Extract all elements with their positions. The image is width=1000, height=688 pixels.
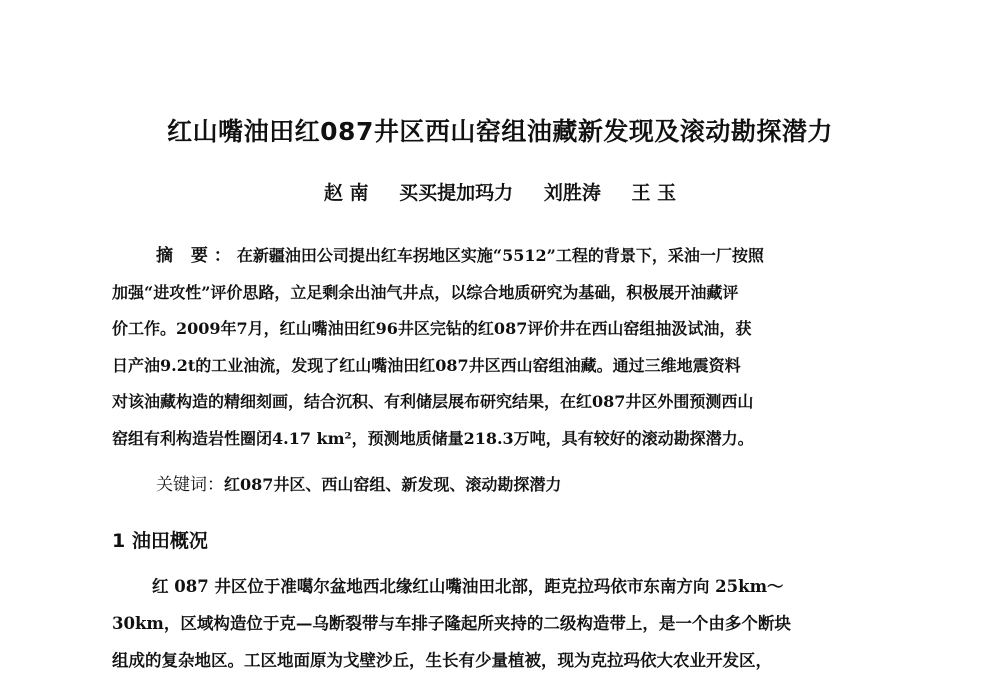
abstract-line <box>112 238 888 275</box>
abstract-line: 窑组有利构造岩性圈闭4.17 km²，预测地质储量218.3万吨，具有较好的滚动勘探潜力。 <box>112 428 754 448</box>
author-name: 买买提加玛力 <box>399 182 514 204</box>
abstract <box>112 238 888 457</box>
abstract-label: 摘 要： <box>156 246 237 266</box>
body-line: 红 087 井区位于准噶尔盆地西北缘红山嘴油田北部，距克拉玛依市东南方向 25km～ <box>152 577 784 596</box>
abstract-line: 价工作。2009年7月，红山嘴油田红96井区完钻的红087评价井在西山窑组抽汲试油，获 <box>112 319 752 338</box>
keywords-label: 关键词： <box>156 475 224 495</box>
abstract-line: 对该油藏构造的精细刻画，结合沉积、有利储层展布研究结果，在红087井区外围预测西山 <box>112 392 754 411</box>
abstract-line: 加强“进攻性”评价思路，立足剩余出油气井点，以综合地质研究为基础，积极展开油藏评 <box>112 282 739 302</box>
author-name: 王 玉 <box>631 182 677 204</box>
author-name: 赵 南 <box>323 182 369 204</box>
author-list <box>0 178 1000 205</box>
section-body <box>112 568 888 679</box>
author-name: 刘胜涛 <box>543 182 601 204</box>
keywords <box>156 470 561 495</box>
body-line: 组成的复杂地区。工区地面原为戈壁沙丘，生长有少量植被，现为克拉玛依大农业开发区， <box>112 651 772 670</box>
abstract-line: 日产油9.2t的工业油流，发现了红山嘴油田红087井区西山窑组油藏。通过三维地震资料 <box>112 355 741 375</box>
body-line: 30km，区域构造位于克—乌断裂带与车排子隆起所夹持的二级构造带上，是一个由多个断块 <box>112 614 791 633</box>
abstract-text: 在新疆油田公司提出红车拐地区实施“5512”工程的背景下，采油一厂按照 <box>236 246 764 265</box>
section-heading: 1 油田概况 <box>112 530 208 552</box>
paper-title: 红山嘴油田红087井区西山窑组油藏新发现及滚动勘探潜力 <box>167 117 833 146</box>
keywords-text: 红087井区、西山窑组、新发现、滚动勘探潜力 <box>224 475 562 494</box>
